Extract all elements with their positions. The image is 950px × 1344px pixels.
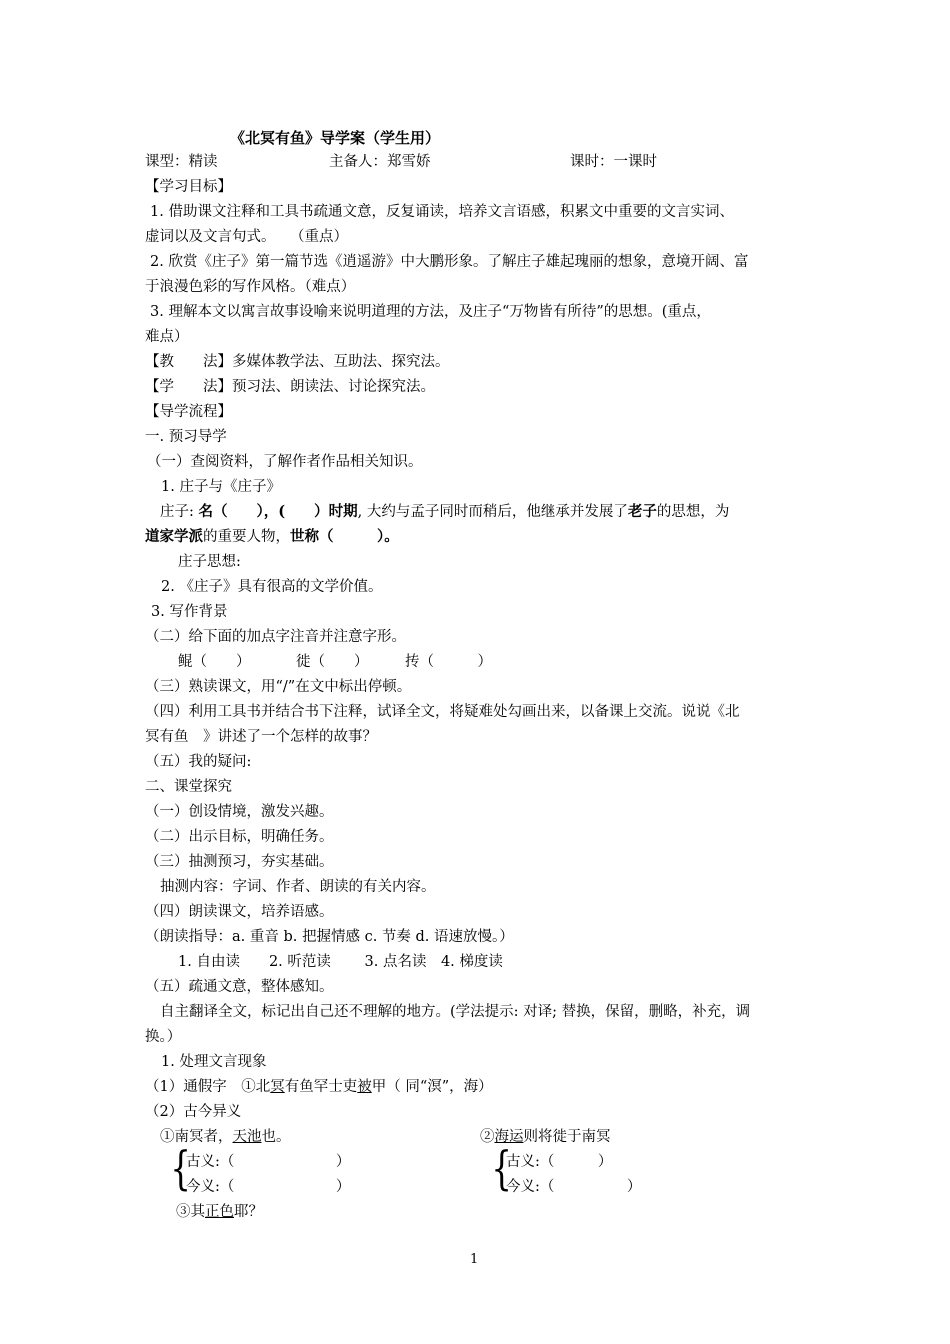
zhuangzi-label: 庄子: [160, 504, 199, 520]
zhuangzi-title-blank: 世称（ ）。 [290, 528, 399, 545]
zhuangzi-thought: 庄子思想: [178, 554, 241, 570]
section-2-item-3: （三）抽测预习，夯实基础。 [145, 854, 334, 870]
zhuangzi-bio-text-2: 的思想，为 [656, 504, 730, 520]
tongjiazi-line [145, 1077, 493, 1097]
gujin-example-1-prefix: ①南冥者， [160, 1129, 233, 1145]
tongjiazi-prefix: （1）通假字 ①北 [145, 1079, 271, 1095]
gujin-example-3 [176, 1202, 263, 1222]
section-1-item-1: （一）查阅资料，了解作者作品相关知识。 [147, 454, 423, 470]
section-2-item-5: （五）疏通文意，整体感知。 [145, 979, 334, 995]
brace-1-icon: { [170, 1141, 191, 1195]
self-translate-line-1: 自主翻译全文，标记出自己还不理解的地方。(学法提示: 对译; 替换，保留，删略，补充，调 [160, 1004, 751, 1020]
writing-background: 3. 写作背景 [151, 604, 228, 620]
gujin-example-1-suffix: 也。 [261, 1129, 291, 1145]
gujin-example-3-prefix: ③其 [176, 1204, 205, 1220]
pinyin-item-1: 鲲（ ） [178, 654, 251, 670]
tongjiazi-middle: 有鱼罕士吏 [284, 1079, 358, 1095]
self-translate-line-2: 换。） [145, 1029, 182, 1045]
objective-2-line-1: 2. 欣赏《庄子》第一篇节选《逍遥游》中大鹏形象。了解庄子雄起瑰丽的想象，意境开阔、富 [150, 254, 749, 270]
section-2-heading: 二、课堂探究 [145, 779, 232, 795]
reading-guidance: （朗读指导：a. 重音 b. 把握情感 c. 节奏 d. 语速放慢。） [145, 929, 514, 945]
learning-method: 【学 法】预习法、朗读法、讨论探究法。 [145, 379, 435, 395]
course-author: 主备人：郑雪娇 [329, 154, 431, 170]
tongjiazi-suffix: 甲（ 同“溟”，海） [371, 1079, 493, 1095]
course-hours: 课时：一课时 [570, 154, 657, 170]
objectives-heading: 【学习目标】 [145, 179, 232, 195]
teaching-method: 【教 法】多媒体教学法、互助法、探究法。 [145, 354, 450, 370]
brace-2-icon: { [491, 1141, 512, 1195]
section-2-item-2: （二）出示目标，明确任务。 [145, 829, 334, 845]
ancient-meaning-2: 古义:（ ） [506, 1154, 613, 1170]
tongjiazi-underlined-1: 冥 [270, 1079, 285, 1095]
pinyin-item-2: 徙（ ） [296, 654, 369, 670]
zhuangzi-bio-text-3: 的重要人物， [203, 529, 290, 545]
gujin-example-3-suffix: 耶？ [234, 1204, 263, 1220]
zhuangzi-bio-line-1 [160, 502, 729, 522]
gujin-example-2-prefix: ② [480, 1129, 495, 1145]
gujin-yiyi-heading: （2）古今异义 [145, 1104, 242, 1120]
laozi-text: 老子 [627, 503, 657, 520]
zhuangzi-bio-line-2 [145, 527, 399, 547]
daoist-school-text: 道家学派 [145, 528, 203, 545]
tongjiazi-underlined-2: 被 [357, 1079, 372, 1095]
objective-3-line-2: 难点） [145, 329, 189, 345]
gujin-example-1-term: 天池 [232, 1129, 262, 1145]
section-2-item-1: （一）创设情境，激发兴趣。 [145, 804, 334, 820]
gujin-example-2-term: 海运 [494, 1129, 524, 1145]
objective-1-line-2: 虚词以及文言句式。 （重点） [145, 229, 348, 245]
section-1-item-4-line-2: 冥有鱼 》讲述了一个怎样的故事？ [145, 729, 377, 745]
section-1-item-2: （二）给下面的加点字注音并注意字形。 [145, 629, 406, 645]
gujin-example-3-term: 正色 [205, 1204, 234, 1220]
pinyin-item-3: 抟（ ） [405, 654, 492, 670]
ancient-meaning-1: 古义:（ ） [186, 1154, 351, 1170]
zhuangzi-bio-text: , 大约与孟子同时而稍后，他继承并发展了 [357, 504, 628, 520]
document-title: 《北冥有鱼》导学案（学生用） [230, 129, 441, 147]
section-1-item-3: （三）熟读课文，用“/”在文中标出停顿。 [145, 679, 412, 695]
course-type: 课型：精读 [145, 154, 218, 170]
section-1-item-4-line-1: （四）利用工具书并结合书下注释，试译全文，将疑难处勾画出来，以备课上交流。说说《北 [145, 704, 740, 720]
modern-meaning-1: 今义:（ ） [186, 1179, 351, 1195]
objective-3-line-1: 3. 理解本文以寓言故事设喻来说明道理的方法，及庄子“万物皆有所待”的思想。(重点， [150, 304, 711, 320]
zhuangzi-literary-value: 2. 《庄子》具有很高的文学价值。 [161, 579, 383, 595]
page-number: 1 [470, 1252, 479, 1267]
section-2-item-4: （四）朗读课文，培养语感。 [145, 904, 334, 920]
section-1-heading: 一. 预习导学 [145, 429, 227, 445]
gujin-example-2-suffix: 则将徙于南冥 [523, 1129, 611, 1145]
objective-1-line-1: 1. 借助课文注释和工具书疏通文意，反复诵读，培养文言语感，积累文中重要的文言实词、 [150, 204, 734, 220]
section-1-item-5: （五）我的疑问: [145, 754, 252, 770]
zhuangzi-subheading: 1. 庄子与《庄子》 [161, 479, 281, 495]
quiz-content: 抽测内容：字词、作者、朗读的有关内容。 [160, 879, 436, 895]
flow-heading: 【导学流程】 [145, 404, 232, 420]
reading-modes: 1. 自由读 2. 听范读 3. 点名读 4. 梯度读 [178, 954, 503, 970]
zhuangzi-name-blank: 名（ ），( ）时期 [198, 503, 358, 520]
modern-meaning-2: 今义:（ ） [506, 1179, 642, 1195]
objective-2-line-2: 于浪漫色彩的写作风格。（难点） [145, 279, 356, 295]
classical-phenomena-heading: 1. 处理文言现象 [161, 1054, 267, 1070]
